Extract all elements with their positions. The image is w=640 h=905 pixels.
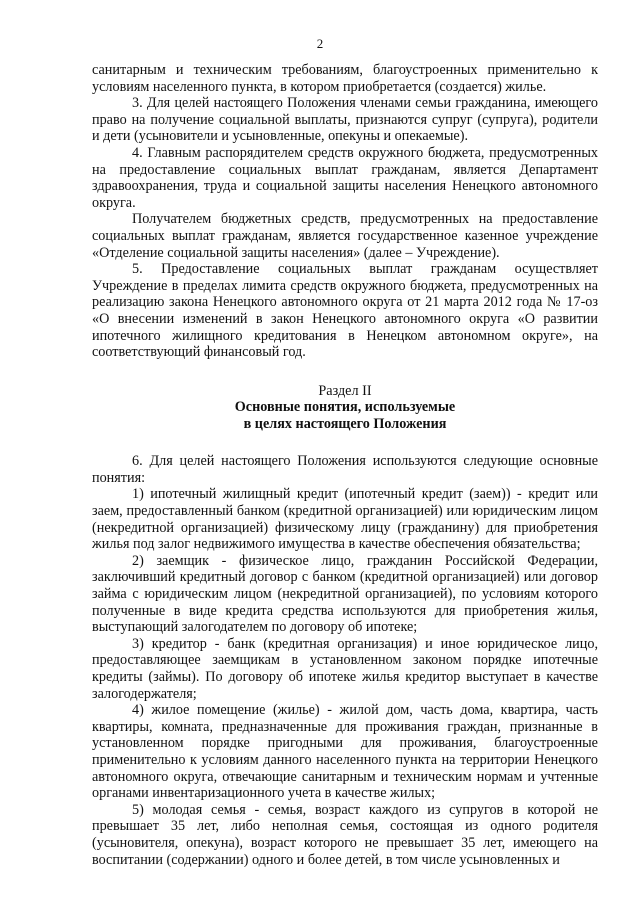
- definition-1-mortgage-credit: 1) ипотечный жилищный кредит (ипотечный кредит (заем)) - кредит или заем, предоставленный банком (кредитной организацией) или юридическим лицом (некредитной организацией) физическому лицу (гражданину) для приобретения жилья под залог недвижимого имущества в качестве обеспечения обязательства;: [92, 486, 598, 553]
- paragraph-4-main-manager: 4. Главным распорядителем средств окружного бюджета, предусмотренных на предоставление социальных выплат гражданам, является Департамент здравоохранения, труда и социальной защиты населения Ненецкого автономного округа.: [92, 144, 598, 211]
- paragraph-budget-recipient: Получателем бюджетных средств, предусмотренных на предоставление социальных выплат гражданам, является государственное казенное учреждение «Отделение социальной защиты населения» (далее – Учреждение).: [92, 211, 598, 261]
- definition-5-young-family: 5) молодая семья - семья, возраст каждого из супругов в которой не превышает 35 лет, либо неполная семья, состоящая из одного родителя (усыновителя, опекуна), возраст которого не превышает 35 лет, имеющего на воспитании (содержании) одного и более детей, в том числе усыновленных и: [92, 801, 598, 868]
- definition-3-creditor: 3) кредитор - банк (кредитная организация) и иное юридическое лицо, предоставляющее заемщикам в установленном законом порядке ипотечные кредиты (займы). По договору об ипотеке жилья кредитор выступает в качестве залогодержателя;: [92, 635, 598, 702]
- definition-2-borrower: 2) заемщик - физическое лицо, гражданин Российской Федерации, заключивший кредитный договор с банком (кредитной организацией) или договор займа с юридическим лицом (некредитной организацией), по условиям которого полученные в виде кредита средства используются для приобретения жилья, выступающий залогодателем по договору об ипотеке;: [92, 552, 598, 636]
- definition-4-dwelling: 4) жилое помещение (жилье) - жилой дом, часть дома, квартира, часть квартиры, комната, предназначенные для проживания граждан, признанные в установленном порядке пригодными для проживания, благоустроенные применительно к условиям данного населенного пункта на территории Ненецкого автономного округа, отвечающие санитарным и техническим нормам и учтенные органами инвентаризационного учета в качестве жилых;: [92, 702, 598, 802]
- paragraph-5-payments: 5. Предоставление социальных выплат гражданам осуществляет Учреждение в пределах лимита средств окружного бюджета, предусмотренных на реализацию закона Ненецкого автономного округа от 21 марта 2012 года № 17-оз «О внесении изменений в закон Ненецкого автономного округа «О развитии ипотечного жилищного кредитования в Ненецком автономном округе», на соответствующий финансовый год.: [92, 261, 598, 361]
- section-title-line-1: Основные понятия, используемые: [234, 399, 456, 416]
- paragraph-3-family-members: 3. Для целей настоящего Положения членами семьи гражданина, имеющего право на получение социальной выплаты, признаются супруг (супруга), родители и дети (усыновители и усыновленные, опекуны и опекаемые).: [92, 95, 598, 145]
- page-number: 2: [316, 36, 324, 51]
- section-heading: [92, 383, 598, 434]
- paragraph-6-definitions: 6. Для целей настоящего Положения используются следующие основные понятия:: [92, 453, 598, 486]
- paragraph-continuation: санитарным и техническим требованиям, благоустроенных применительно к условиям населенного пункта, в котором приобретается (создается) жилье.: [92, 62, 598, 95]
- document-body: [92, 62, 598, 868]
- section-number: Раздел II: [318, 382, 372, 399]
- section-title-line-2: в целях настоящего Положения: [243, 416, 447, 433]
